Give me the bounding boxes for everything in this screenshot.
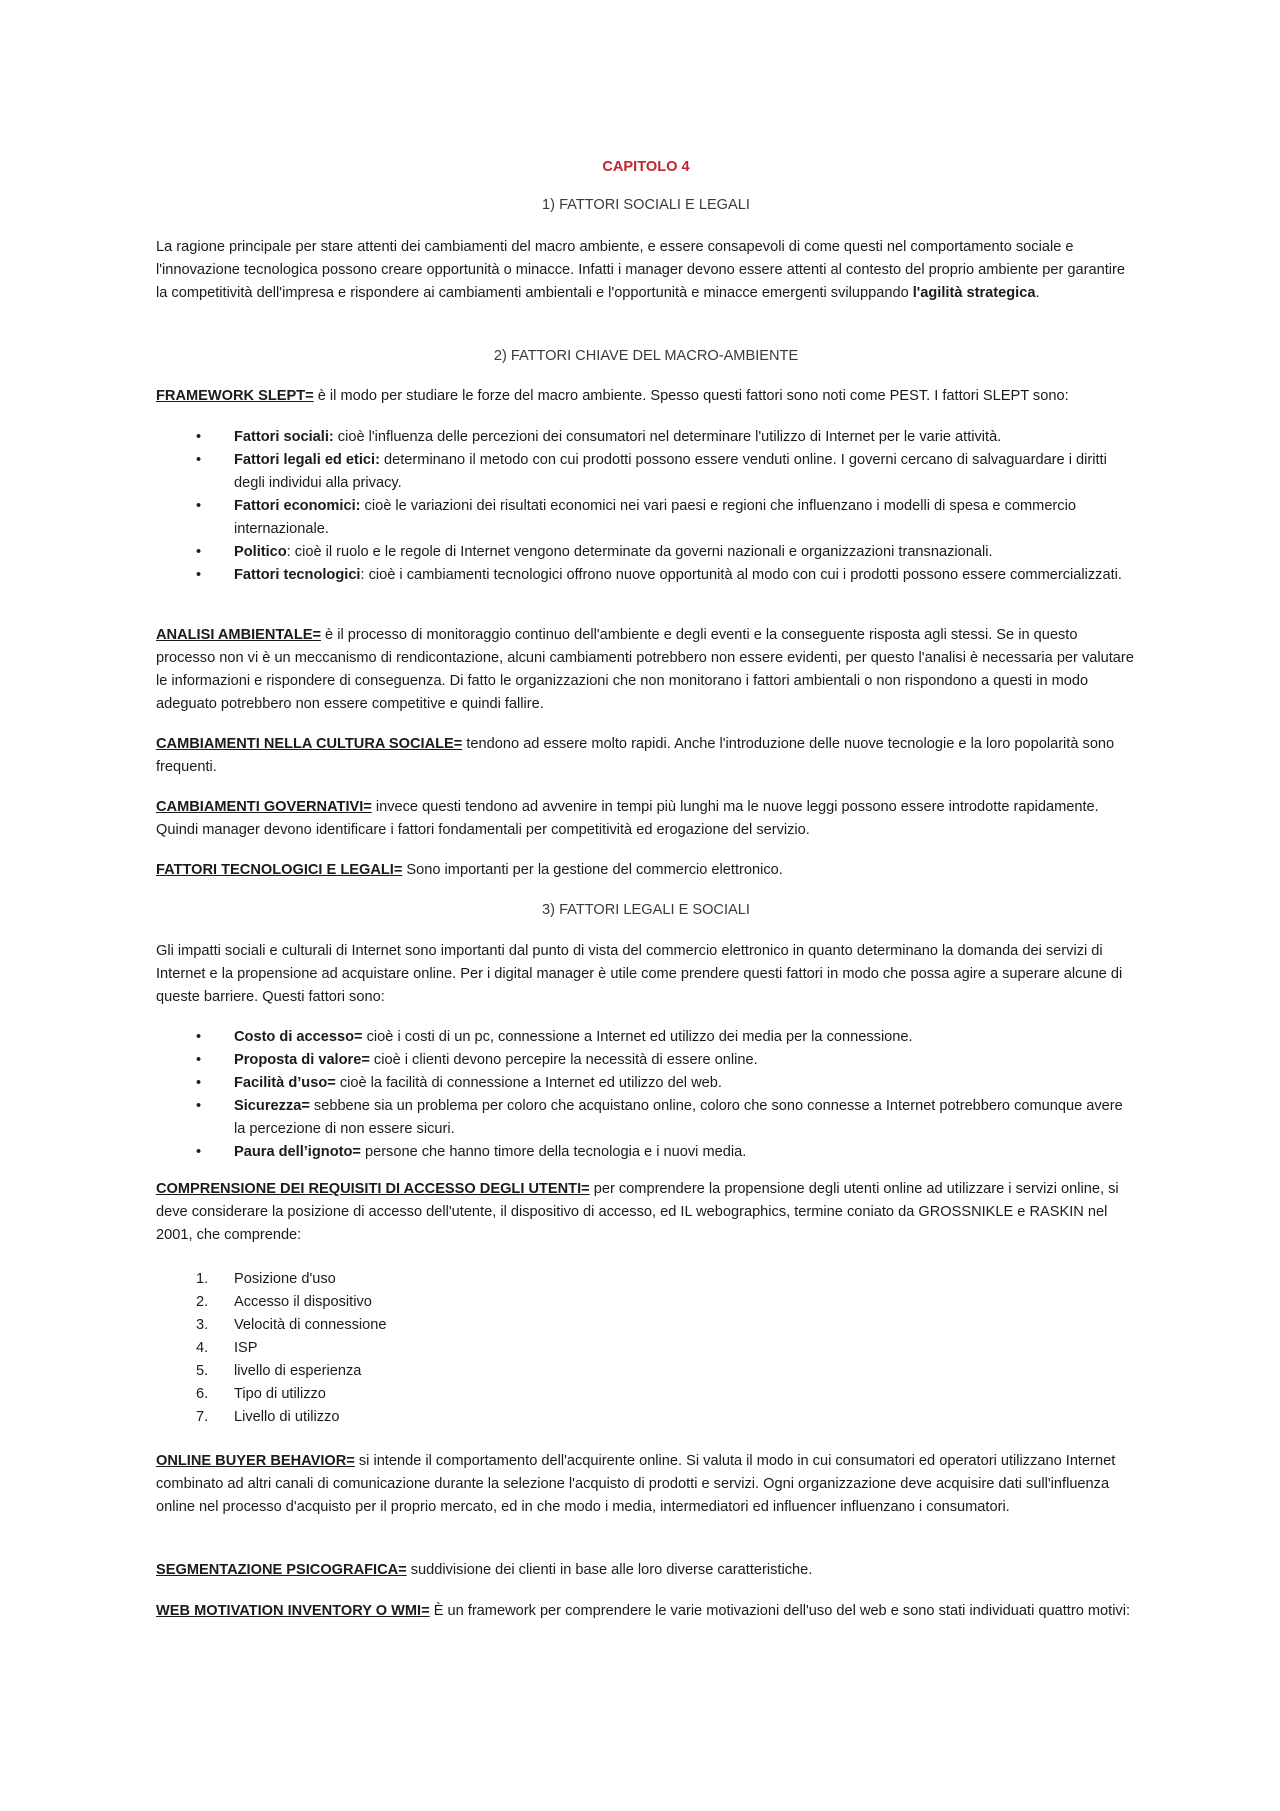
- list-item: [156, 495, 1136, 541]
- list-item: [156, 1095, 1136, 1141]
- item-text: Posizione d'uso: [234, 1271, 336, 1287]
- list-item: [156, 449, 1136, 495]
- slept-bullet-list: [156, 426, 1136, 587]
- wmi-term: WEB MOTIVATION INVENTORY O WMI=: [156, 1603, 430, 1619]
- item-text: cioè le variazioni dei risultati economici nei vari paesi e regioni che influenzano i modelli di spesa e commercio internazionale.: [234, 498, 1076, 537]
- gov-term: CAMBIAMENTI GOVERNATIVI=: [156, 799, 372, 815]
- list-item: [156, 1314, 1136, 1337]
- segm-paragraph: [156, 1559, 1136, 1582]
- item-text: cioè l'influenza delle percezioni dei consumatori nel determinare l'utilizzo di Internet per le varie attività.: [333, 429, 1002, 445]
- segm-term: SEGMENTAZIONE PSICOGRAFICA=: [156, 1562, 407, 1578]
- buyer-text: si intende il comportamento dell'acquirente online. Si valuta il modo in cui consumatori ed operatori utilizzano Internet combinato ad altri canali di comunicazione durante la selezione l'acquisto di prodotti e servizi. Ogni organizzazione deve acquisire dati sull'influenza online nel processo d'acquisto per il proprio mercato, ed in che modo i media, intermediatori ed influencer influenzano i consumatori.: [156, 1453, 1116, 1515]
- item-number: 3.: [196, 1317, 209, 1333]
- s3-intro-paragraph: Gli impatti sociali e culturali di Internet sono importanti dal punto di vista del commercio elettronico in quanto determinano la domanda dei servizi di Internet e la propensione ad acquistare online. Per i digital manager è utile come prendere questi fattori in modo che possa agire a superare alcune di queste barriere. Questi fattori sono:: [156, 943, 1123, 1005]
- list-item: [156, 541, 1136, 564]
- slept-term: FRAMEWORK SLEPT=: [156, 388, 314, 404]
- compr-paragraph: [156, 1178, 1136, 1247]
- item-number: 1.: [196, 1271, 209, 1287]
- segm-text: suddivisione dei clienti in base alle loro diverse caratteristiche.: [406, 1562, 813, 1578]
- buyer-term: ONLINE BUYER BEHAVIOR=: [156, 1453, 355, 1469]
- item-term: Fattori economici:: [234, 498, 361, 514]
- section-heading-1: 1) FATTORI SOCIALI E LEGALI: [542, 197, 750, 213]
- item-term: Politico: [234, 544, 287, 560]
- intro-end: .: [1035, 285, 1040, 301]
- item-text: : cioè il ruolo e le regole di Internet vengono determinate da governi nazionali e organizzazioni transnazionali.: [286, 544, 993, 560]
- analisi-paragraph: [156, 624, 1136, 716]
- item-term: Facilità d’uso=: [234, 1075, 336, 1091]
- item-term: Sicurezza=: [234, 1098, 310, 1114]
- list-item: [156, 1049, 1136, 1072]
- list-item: [156, 1406, 1136, 1429]
- item-number: 4.: [196, 1340, 209, 1356]
- analisi-text: è il processo di monitoraggio continuo dell'ambiente e degli eventi e la conseguente risposta agli stessi. Se in questo processo non vi è un meccanismo di rendicontazione, alcuni cambiamenti potrebbero non essere evidenti, per questo l'analisi è necessaria per valutare le informazioni e rispondere di conseguenza. Di fatto le organizzazioni che non monitorano i fattori ambientali o non rispondono a questi in modo adeguato potrebbero non essere competitive e quindi fallire.: [156, 627, 1134, 712]
- slept-text: è il modo per studiare le forze del macro ambiente. Spesso questi fattori sono noti come PEST. I fattori SLEPT sono:: [313, 388, 1069, 404]
- list-item: [156, 1383, 1136, 1406]
- item-text: Velocità di connessione: [234, 1317, 387, 1333]
- item-term: Proposta di valore=: [234, 1052, 370, 1068]
- item-number: 2.: [196, 1294, 209, 1310]
- item-text: Accesso il dispositivo: [234, 1294, 372, 1310]
- list-item: [156, 564, 1136, 587]
- slept-paragraph: [156, 385, 1136, 408]
- list-item: [156, 1026, 1136, 1049]
- item-number: 5.: [196, 1363, 209, 1379]
- list-item: [156, 1291, 1136, 1314]
- cultura-text: tendono ad essere molto rapidi. Anche l'introduzione delle nuove tecnologie e la loro popolarità sono frequenti.: [156, 736, 1115, 775]
- section-heading-3: 3) FATTORI LEGALI E SOCIALI: [542, 902, 750, 918]
- list-item: [156, 1268, 1136, 1291]
- chapter-title: CAPITOLO 4: [602, 159, 690, 175]
- buyer-paragraph: [156, 1450, 1136, 1519]
- item-text: livello di esperienza: [234, 1363, 362, 1379]
- wmi-text: È un framework per comprendere le varie motivazioni dell'uso del web e sono stati individuati quattro motivi:: [429, 1603, 1131, 1619]
- item-text: cioè i clienti devono percepire la necessità di essere online.: [369, 1052, 758, 1068]
- analisi-term: ANALISI AMBIENTALE=: [156, 627, 321, 643]
- item-text: ISP: [234, 1340, 258, 1356]
- tec-term: FATTORI TECNOLOGICI E LEGALI=: [156, 862, 403, 878]
- gov-paragraph: [156, 796, 1136, 842]
- intro-bold: l'agilità strategica: [912, 285, 1036, 301]
- item-term: Fattori legali ed etici:: [234, 452, 380, 468]
- item-term: Fattori sociali:: [234, 429, 334, 445]
- list-item: [156, 1141, 1136, 1164]
- item-text: Tipo di utilizzo: [234, 1386, 326, 1402]
- item-text: Livello di utilizzo: [234, 1409, 340, 1425]
- item-number: 6.: [196, 1386, 209, 1402]
- item-text: cioè la facilità di connessione a Internet ed utilizzo del web.: [335, 1075, 722, 1091]
- item-text: cioè i costi di un pc, connessione a Internet ed utilizzo dei media per la connessione.: [362, 1029, 913, 1045]
- compr-term: COMPRENSIONE DEI REQUISITI DI ACCESSO DEGLI UTENTI=: [156, 1181, 590, 1197]
- cultura-paragraph: [156, 733, 1136, 779]
- intro-paragraph: [156, 236, 1136, 305]
- wmi-paragraph: [156, 1600, 1136, 1623]
- compr-text: per comprendere la propensione degli utenti online ad utilizzare i servizi online, si deve considerare la posizione di accesso dell'utente, il dispositivo di accesso, ed IL webographics, termine coniato da GROSSNIKLE e RASKIN nel 2001, che comprende:: [156, 1181, 1119, 1243]
- barrier-bullet-list: [156, 1026, 1136, 1164]
- gov-text: invece questi tendono ad avvenire in tempi più lunghi ma le nuove leggi possono essere introdotte rapidamente. Quindi manager devono identificare i fattori fondamentali per competitività ed erogazione del servizio.: [156, 799, 1099, 838]
- list-item: [156, 1360, 1136, 1383]
- section-heading-2: 2) FATTORI CHIAVE DEL MACRO-AMBIENTE: [493, 348, 799, 364]
- cultura-term: CAMBIAMENTI NELLA CULTURA SOCIALE=: [156, 736, 463, 752]
- item-term: Costo di accesso=: [234, 1029, 363, 1045]
- item-number: 7.: [196, 1409, 209, 1425]
- webographics-numbered-list: [156, 1268, 1136, 1429]
- tec-text: Sono importanti per la gestione del commercio elettronico.: [402, 862, 783, 878]
- item-text: persone che hanno timore della tecnologia e i nuovi media.: [360, 1144, 747, 1160]
- item-text: : cioè i cambiamenti tecnologici offrono nuove opportunità al modo con cui i prodotti possono essere commercializzati.: [360, 567, 1122, 583]
- list-item: [156, 1072, 1136, 1095]
- item-term: Paura dell’ignoto=: [234, 1144, 361, 1160]
- item-text: determinano il metodo con cui prodotti possono essere venduti online. I governi cercano di salvaguardare i diritti degli individui alla privacy.: [234, 452, 1107, 491]
- list-item: [156, 426, 1136, 449]
- list-item: [156, 1337, 1136, 1360]
- item-text: sebbene sia un problema per coloro che acquistano online, coloro che sono connesse a Internet potrebbero comunque avere la percezione di non essere sicuri.: [234, 1098, 1123, 1137]
- tec-paragraph: [156, 859, 1136, 882]
- item-term: Fattori tecnologici: [234, 567, 361, 583]
- intro-text: La ragione principale per stare attenti dei cambiamenti del macro ambiente, e essere consapevoli di come questi nel comportamento sociale e l'innovazione tecnologica possono creare opportunità o minacce. Infatti i manager devono essere attenti al contesto del proprio ambiente per garantire la competitività dell'impresa e rispondere ai cambiamenti ambientali e l'opportunità e minacce emergenti sviluppando: [156, 239, 1125, 301]
